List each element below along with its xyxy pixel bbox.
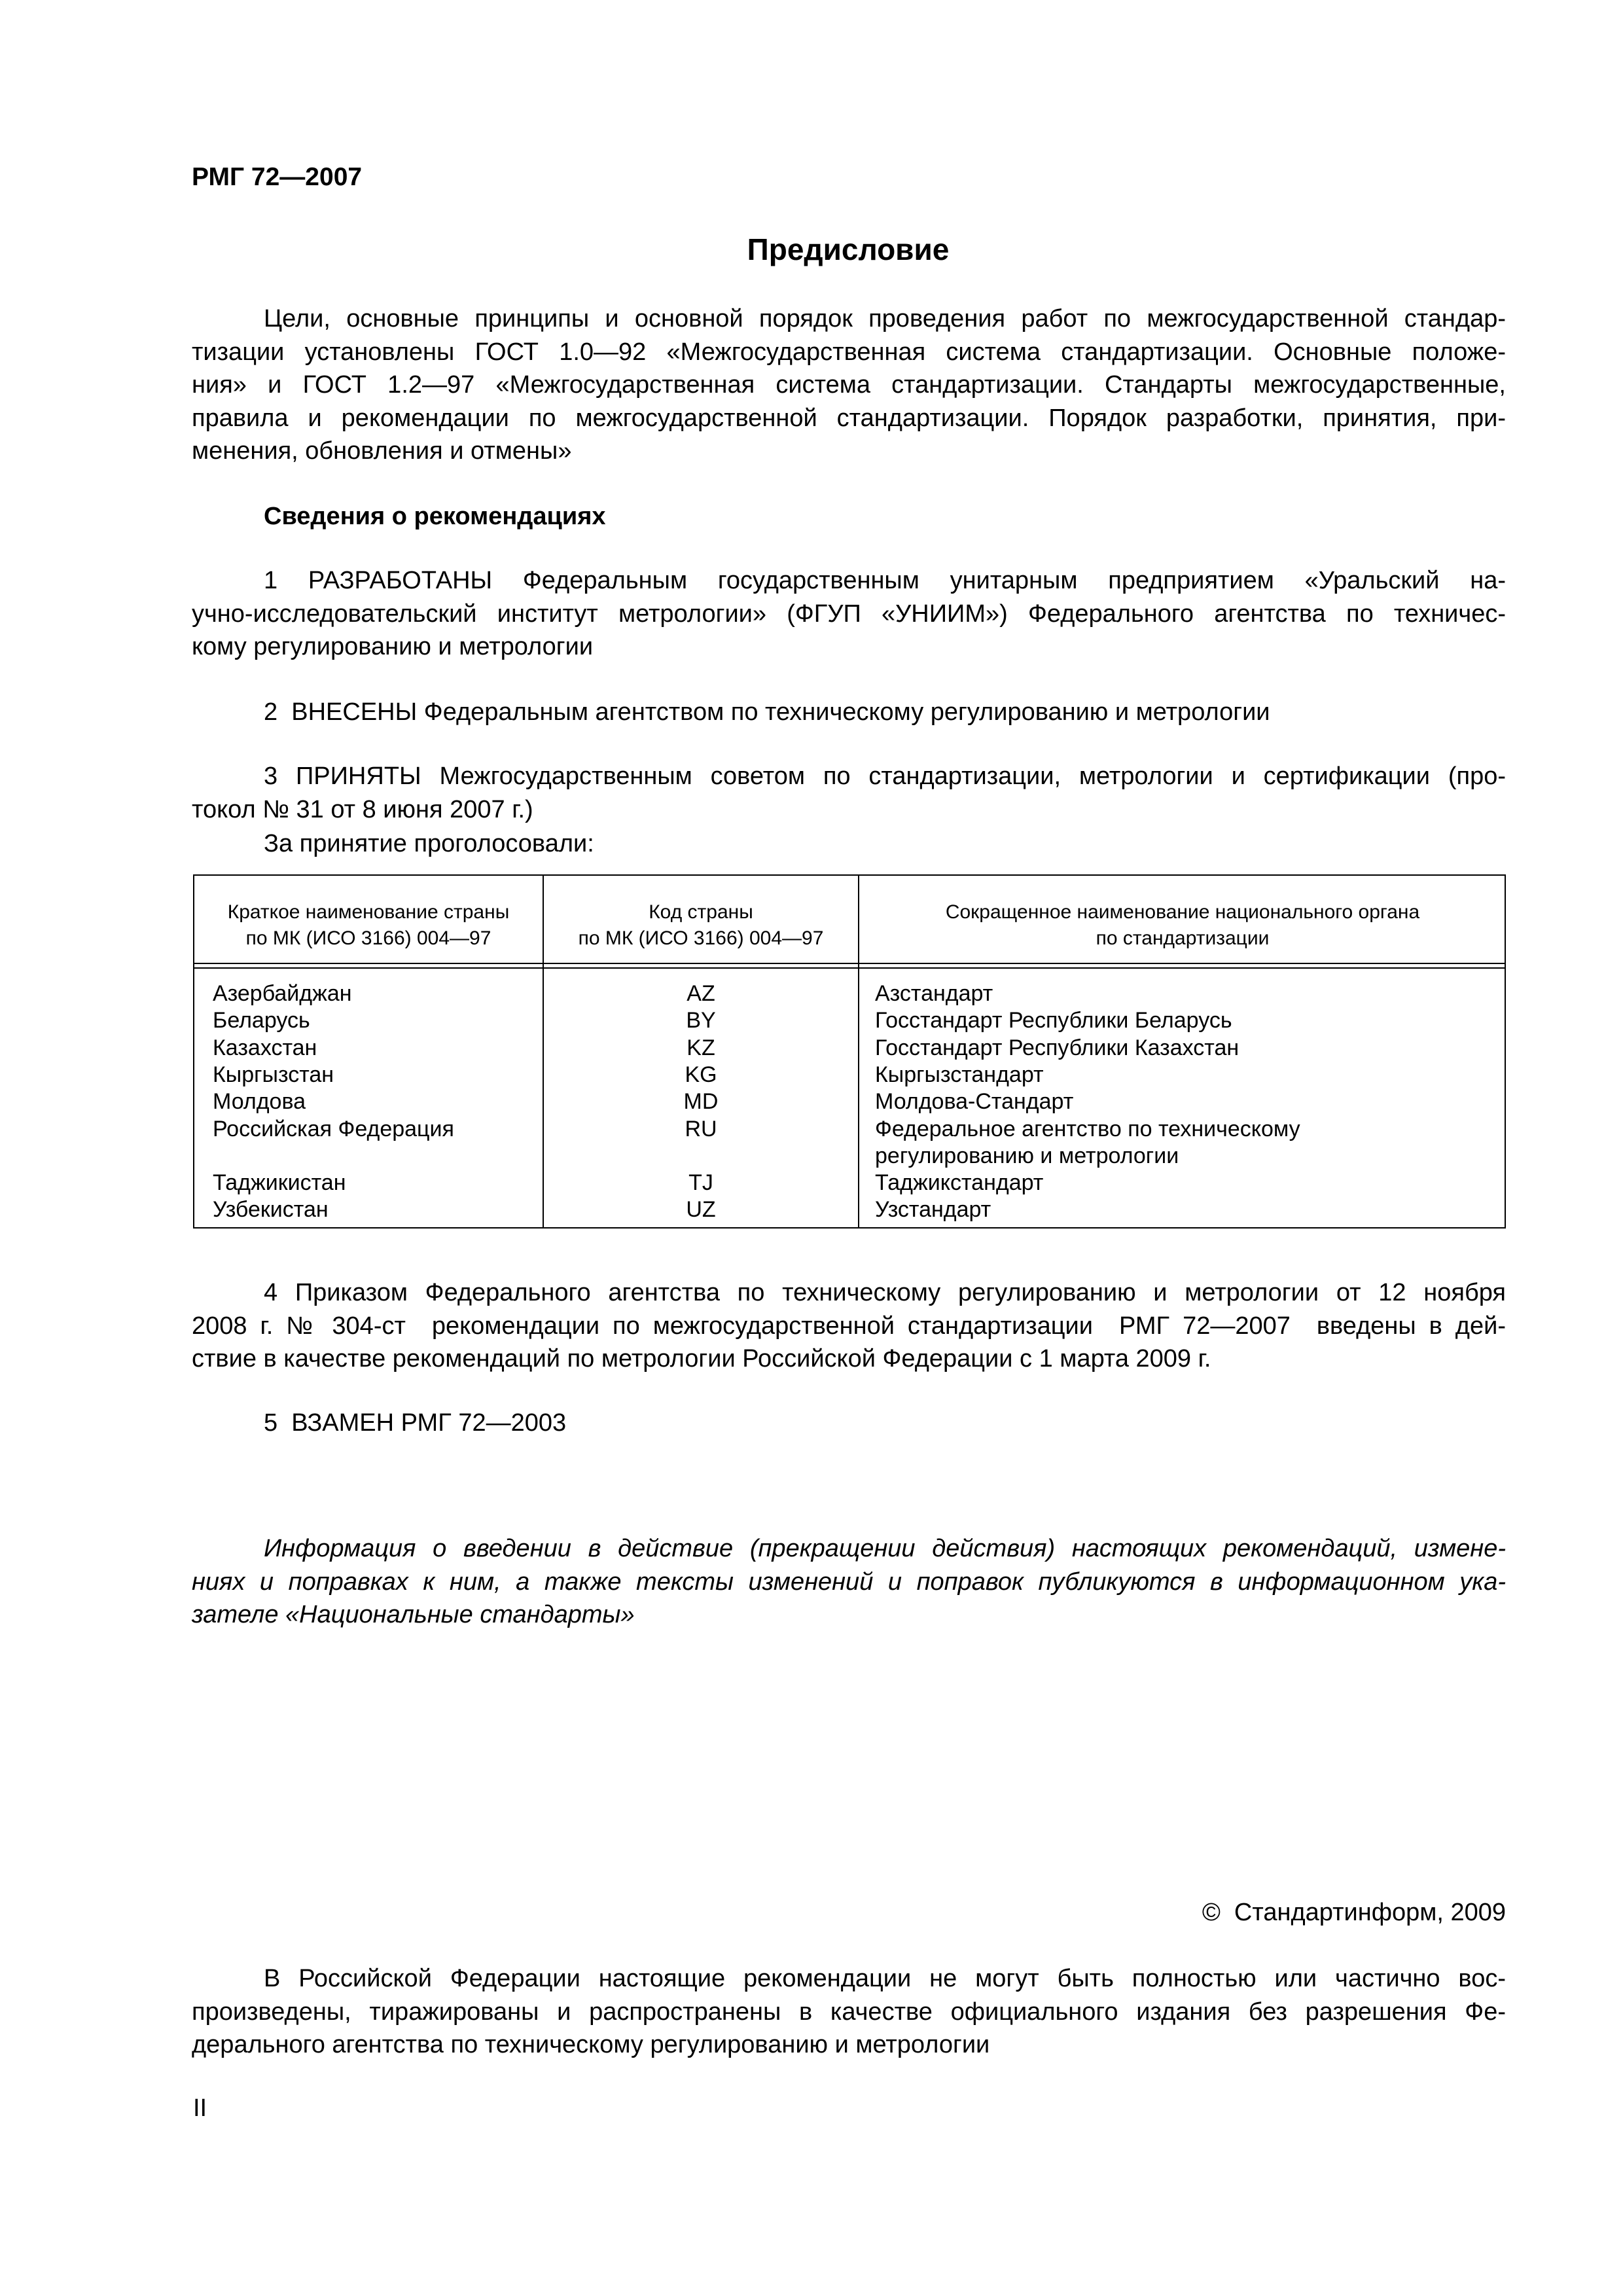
cell-country: Узбекистан — [213, 1197, 329, 1223]
document-code-header: РМГ 72—2007 — [192, 163, 363, 191]
cell-code: KG — [685, 1062, 717, 1087]
cell-standards-body: Кыргызстандарт — [875, 1062, 1044, 1087]
cell-code: MD — [683, 1089, 719, 1115]
item-5-paragraph: 5 ВЗАМЕН РМГ 72—2003 — [264, 1409, 567, 1437]
cell-standards-body: Таджикстандарт — [875, 1170, 1044, 1196]
cell-country: Российская Федерация — [213, 1116, 454, 1141]
cell-standards-body: Госстандарт Республики Беларусь — [875, 1008, 1232, 1033]
voted-label: За принятие проголосовали: — [264, 830, 594, 857]
item-4-paragraph — [192, 1276, 1506, 1376]
item-2-paragraph: 2 ВНЕСЕНЫ Федеральным агентством по техническому регулированию и метрологии — [264, 698, 1270, 726]
item-1-paragraph — [192, 564, 1506, 664]
cell-standards-body: Азстандарт — [875, 981, 993, 1006]
text-line: менения, обновления и отмены» — [192, 437, 572, 465]
page-title: Предисловие — [747, 232, 950, 266]
text-line: 4 Приказом Федерального агентства по техническому регулированию и метрологии от 12 ноября — [264, 1279, 1506, 1306]
header-divider — [194, 967, 1505, 969]
cell-standards-body: регулированию и метрологии — [875, 1143, 1179, 1168]
text-line: Цели, основные принципы и основной порядок проведения работ по межгосударственной стандар- — [264, 305, 1506, 332]
cell-code: RU — [685, 1116, 717, 1141]
item-3-paragraph — [192, 760, 1506, 826]
column-header-country: Краткое наименование страны по МК (ИСО 3166) 004—97 — [227, 901, 510, 949]
text-line: 2008 г. № 304-ст рекомендации по межгосударственной стандартизации РМГ 72—2007 введены в дей- — [192, 1312, 1506, 1340]
text-line: ния» и ГОСТ 1.2—97 «Межгосударственная система стандартизации. Стандарты межгосударственные, — [192, 371, 1506, 399]
cell-standards-body: Федеральное агентство по техническому — [875, 1116, 1300, 1141]
column-header-body: Сокращенное наименование национального органа по стандартизации — [945, 901, 1420, 949]
cell-country: Азербайджан — [213, 981, 352, 1006]
cell-standards-body: Госстандарт Республики Казахстан — [875, 1035, 1240, 1060]
header-divider — [194, 963, 1505, 964]
info-paragraph — [192, 1532, 1506, 1632]
cell-code: AZ — [687, 981, 715, 1006]
text-line: произведены, тиражированы и распространены в качестве официального издания без разрешения Фе- — [192, 1998, 1506, 2026]
text-line: В Российской Федерации настоящие рекомендации не могут быть полностью или частично вос- — [264, 1965, 1506, 1992]
text-line: ниях и поправках к ним, а также тексты изменений и поправок публикуются в информационном ука- — [192, 1568, 1506, 1596]
copyright: © Стандартинформ, 2009 — [1202, 1899, 1506, 1926]
cell-country: Таджикистан — [213, 1170, 346, 1196]
text-line: 1 РАЗРАБОТАНЫ Федеральным государственным унитарным предприятием «Уральский на- — [264, 567, 1506, 594]
text-line: ствие в качестве рекомендаций по метрологии Российской Федерации с 1 марта 2009 г. — [192, 1345, 1211, 1372]
text-line: дерального агентства по техническому регулированию и метрологии — [192, 2031, 990, 2058]
cell-country: Казахстан — [213, 1035, 317, 1060]
text-line: 3 ПРИНЯТЫ Межгосударственным советом по стандартизации, метрологии и сертификации (про- — [264, 762, 1506, 790]
cell-country: Кыргызстан — [213, 1062, 334, 1087]
cell-code: KZ — [687, 1035, 715, 1060]
text-line: кому регулированию и метрологии — [192, 633, 594, 660]
page-number: II — [193, 2094, 207, 2122]
rights-paragraph — [192, 1962, 1506, 2062]
text-line: зателе «Национальные стандарты» — [192, 1601, 635, 1628]
cell-standards-body: Молдова-Стандарт — [875, 1089, 1074, 1115]
column-header-code: Код страны по МК (ИСО 3166) 004—97 — [578, 901, 824, 949]
text-line: правила и рекомендации по межгосударственной стандартизации. Порядок разработки, принятия, при- — [192, 404, 1506, 432]
cell-country: Беларусь — [213, 1008, 310, 1033]
text-line: тизации установлены ГОСТ 1.0—92 «Межгосударственная система стандартизации. Основные положе- — [192, 338, 1506, 366]
section-heading: Сведения о рекомендациях — [264, 503, 606, 530]
text-line: токол № 31 от 8 июня 2007 г.) — [192, 795, 533, 823]
intro-paragraph — [192, 302, 1506, 468]
text-line: учно-исследовательский институт метрологии» (ФГУП «УНИИМ») Федерального агентства по техничес- — [192, 600, 1506, 628]
cell-country: Молдова — [213, 1089, 306, 1115]
voting-table — [193, 874, 1506, 1229]
cell-code: BY — [686, 1008, 716, 1033]
text-line: Информация о введении в действие (прекращении действия) настоящих рекомендаций, измене- — [264, 1535, 1506, 1562]
cell-code: TJ — [688, 1170, 713, 1196]
cell-standards-body: Узстандарт — [875, 1197, 991, 1223]
cell-code: UZ — [686, 1197, 716, 1223]
